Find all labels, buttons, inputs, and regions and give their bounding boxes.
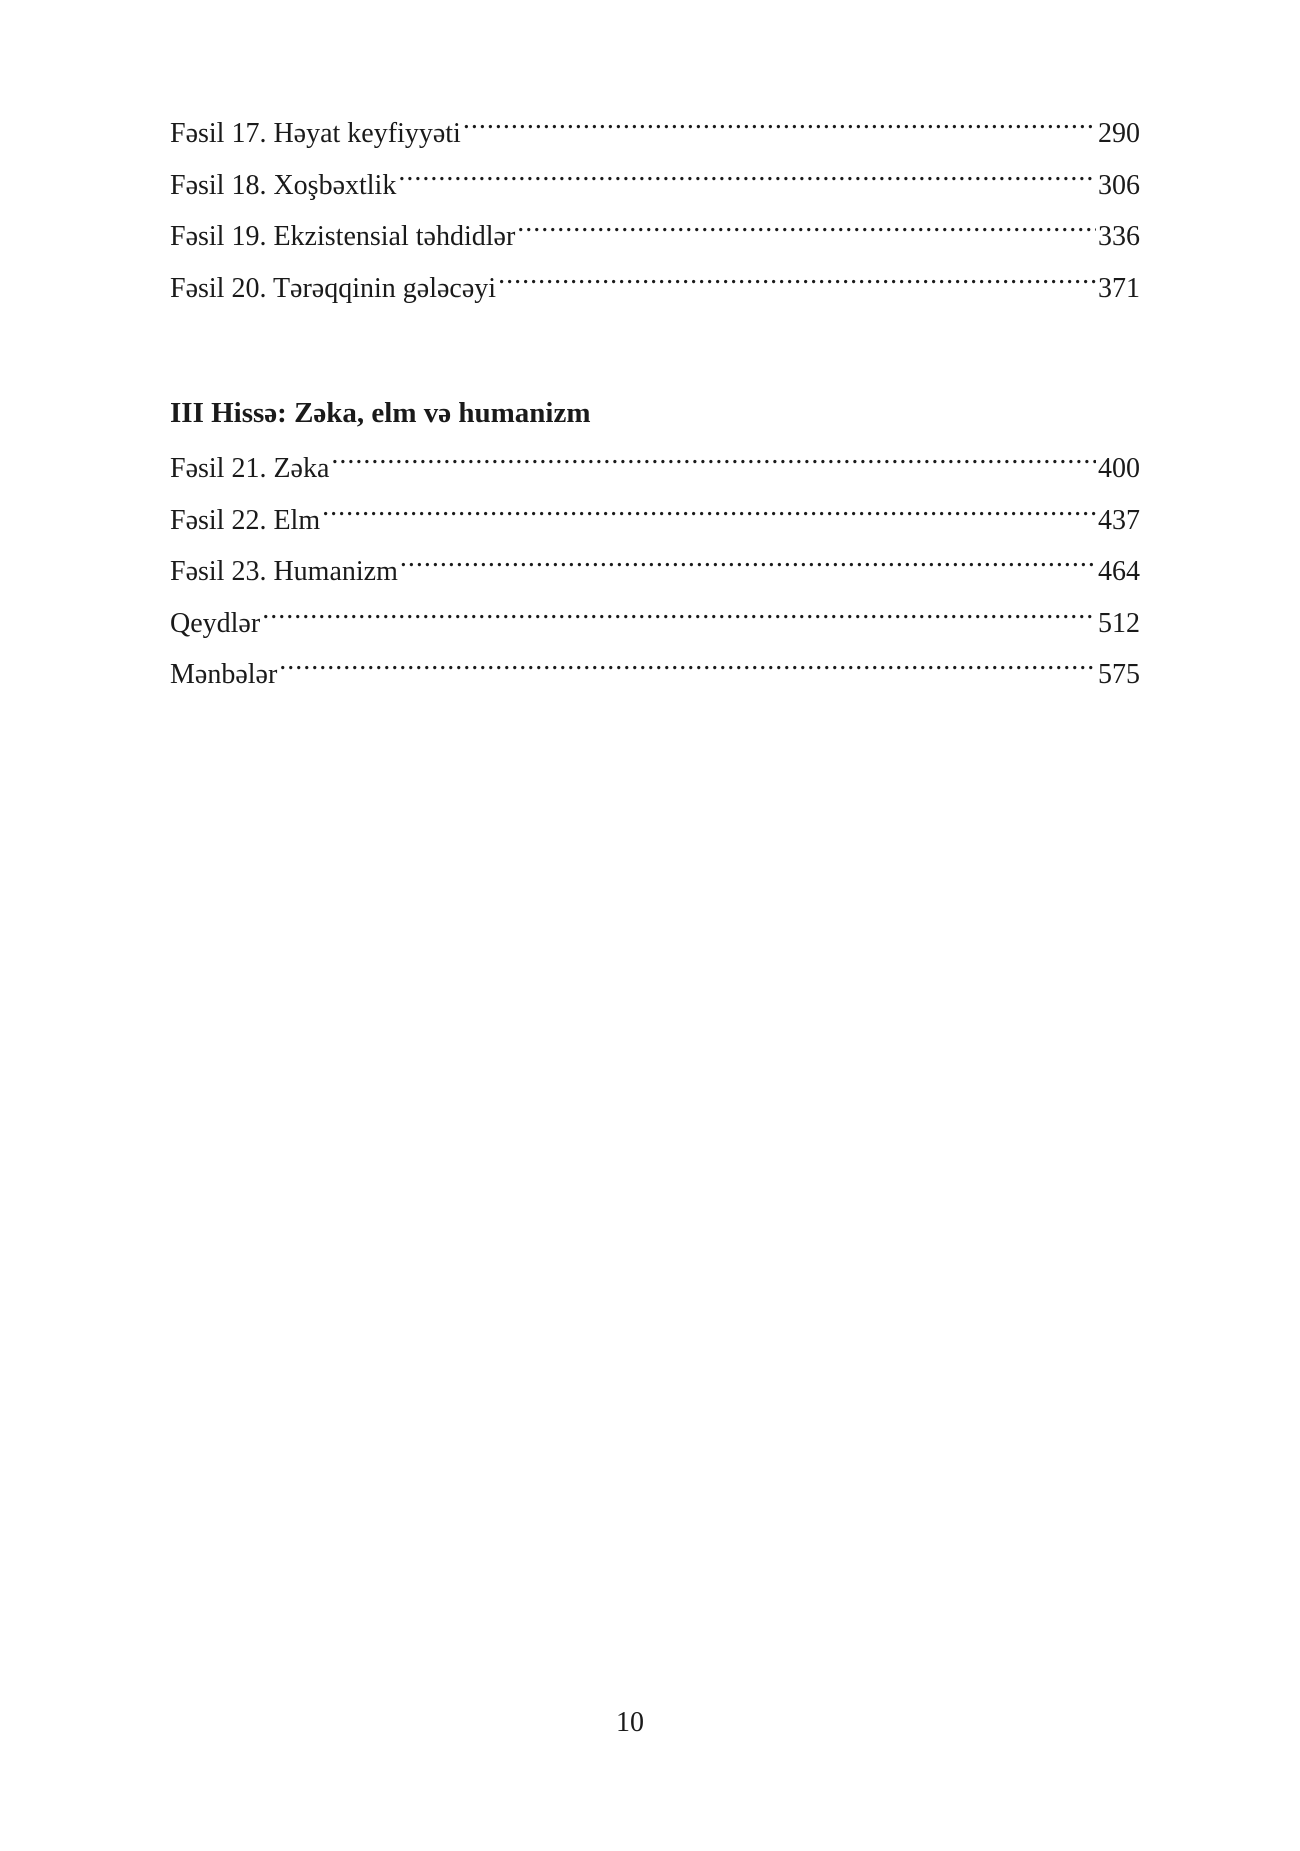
- toc-entry-page: 464: [1098, 556, 1140, 587]
- toc-entry-page: 371: [1098, 272, 1140, 304]
- toc-entry-title: Fəsil 20. Tərəqqinin gələcəyi: [170, 272, 497, 304]
- toc-dot-leader: [279, 647, 1096, 683]
- toc-entry-page: 575: [1098, 659, 1140, 690]
- toc-list-part2-continued: [170, 106, 1140, 312]
- toc-entry[interactable]: [170, 209, 1140, 261]
- toc-entry-title: Fəsil 18. Xoşbəxtlik: [170, 169, 397, 201]
- toc-dot-leader: [331, 441, 1096, 477]
- toc-entry-title: Fəsil 23. Humanizm: [170, 556, 398, 587]
- toc-dot-leader: [262, 596, 1096, 632]
- toc-entry[interactable]: [170, 441, 1140, 493]
- toc-entry[interactable]: [170, 158, 1140, 210]
- toc-list-part3: [170, 395, 1140, 699]
- toc-entry-title: Mənbələr: [170, 659, 278, 690]
- toc-dot-leader: [498, 261, 1096, 297]
- toc-dot-leader: [398, 158, 1096, 194]
- toc-entry[interactable]: [170, 596, 1140, 648]
- page-number: 10: [616, 1707, 644, 1738]
- toc-entry-page: 512: [1098, 607, 1140, 639]
- section-heading: III Hissə: Zəka, elm və humanizm: [170, 397, 591, 429]
- toc-dot-leader: [322, 493, 1096, 529]
- toc-entry[interactable]: [170, 261, 1140, 313]
- toc-entry-page: 400: [1098, 453, 1140, 484]
- toc-entry-page: 336: [1098, 221, 1140, 252]
- toc-entry[interactable]: [170, 544, 1140, 596]
- toc-dot-leader: [517, 209, 1096, 245]
- toc-entry[interactable]: [170, 647, 1140, 699]
- toc-entry[interactable]: [170, 106, 1140, 158]
- toc-dot-leader: [463, 106, 1096, 142]
- toc-entry-title: Fəsil 19. Ekzistensial təhdidlər: [170, 221, 516, 252]
- toc-entry-page: 306: [1098, 169, 1140, 201]
- toc-entry-title: Fəsil 22. Elm: [170, 504, 321, 536]
- toc-entry-page: 290: [1098, 118, 1140, 149]
- toc-entry[interactable]: [170, 493, 1140, 545]
- toc-entry-title: Fəsil 21. Zəka: [170, 453, 330, 484]
- toc-entry-title: Fəsil 17. Həyat keyfiyyəti: [170, 118, 461, 149]
- toc-entry-title: Qeydlər: [170, 607, 261, 639]
- toc-dot-leader: [400, 544, 1096, 580]
- toc-entry-page: 437: [1098, 504, 1140, 536]
